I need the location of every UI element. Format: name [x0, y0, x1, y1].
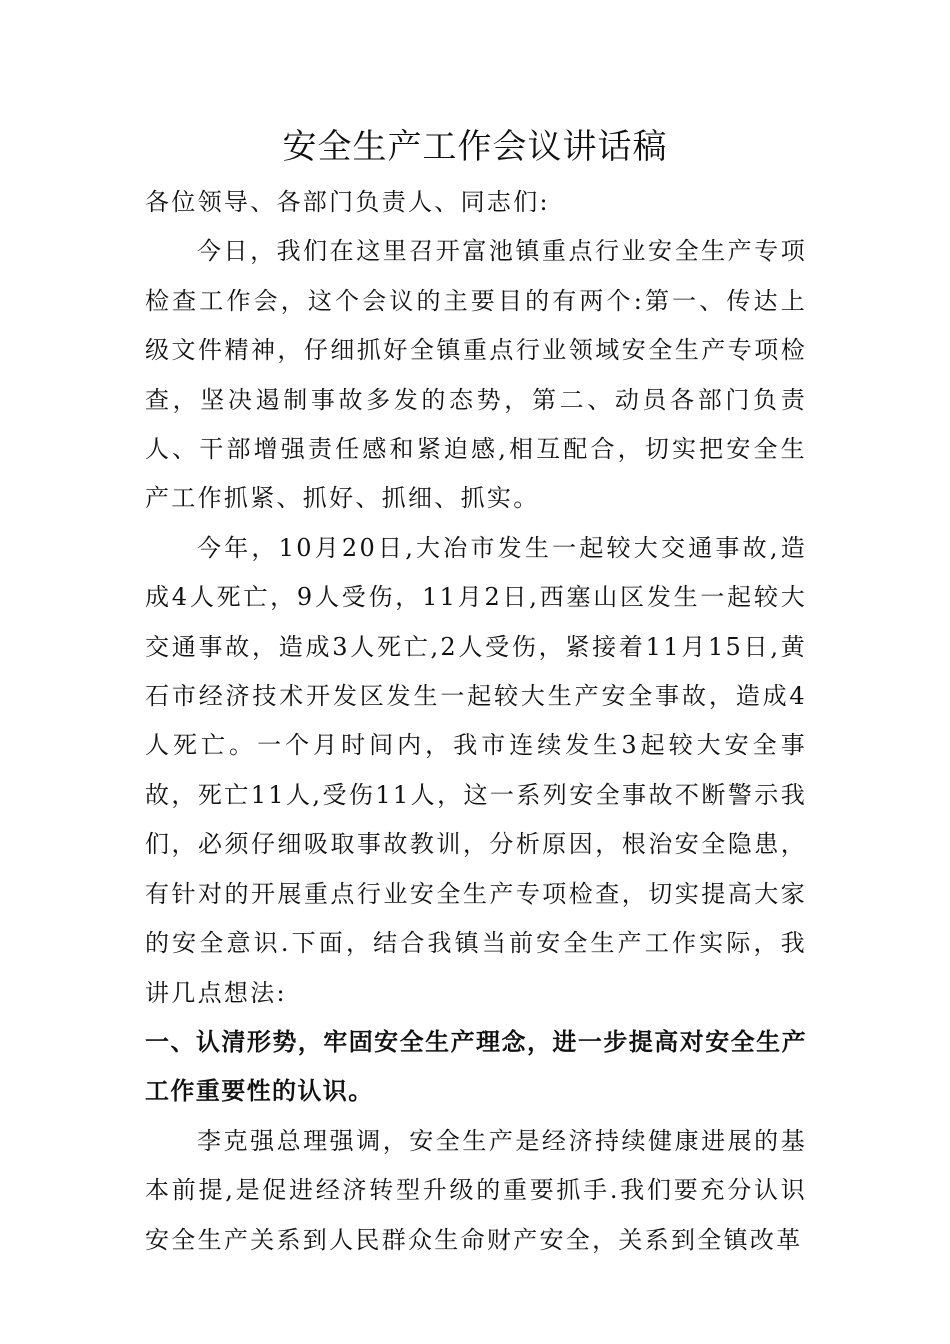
paragraph-intro: 今日，我们在这里召开富池镇重点行业安全生产专项检查工作会，这个会议的主要目的有两个:第一、传达上级文件精神，仔细抓好全镇重点行业领域安全生产专项检查，坚决遏制事故多发的态势，第二、动员各部门负责人、干部增强责任感和紧迫感,相互配合，切实把安全生产工作抓紧、抓好、抓细、抓实。 [145, 237, 807, 513]
paragraph-closing: 李克强总理强调，安全生产是经济持续健康进展的基本前提,是促进经济转型升级的重要抓手.我们要充分认识安全生产关系到人民群众生命财产安全，关系到全镇改革 [145, 1126, 807, 1254]
document-title: 安全生产工作会议讲话稿 [282, 127, 668, 167]
section-heading: 一、认清形势，牢固安全生产理念，进一步提高对安全生产工作重要性的认识。 [145, 1027, 807, 1106]
paragraph-accidents: 今年，10月20日,大冶市发生一起较大交通事故,造成4人死亡，9人受伤，11月2日,西塞山区发生一起较大交通事故，造成3人死亡,2人受伤，紧接着11月15日,黄石市经济技术开发区发生一起较大生产安全事故，造成4人死亡。一个月时间内，我市连续发生3起较大安全事故，死亡11人,受伤11人，这一系列安全事故不断警示我们，必须仔细吸取事故教训，分析原因，根治安全隐患，有针对的开展重点行业安全生产专项检查，切实提高大家的安全意识.下面，结合我镇当前安全生产工作实际，我讲几点想法: [145, 533, 807, 1007]
document-body [145, 178, 807, 1265]
salutation: 各位领导、各部门负责人、同志们: [145, 188, 550, 216]
